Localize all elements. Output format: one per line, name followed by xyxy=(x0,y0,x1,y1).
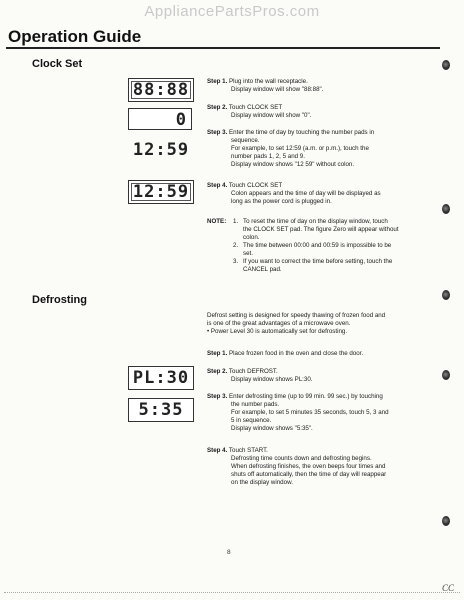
step-line: When defrosting finishes, the oven beeps four times and xyxy=(231,463,386,470)
step-line: Display window shows PL:30. xyxy=(231,376,313,383)
step-label: Step 3. xyxy=(207,129,228,136)
display-window-1259: 12:59 xyxy=(128,180,194,204)
display-window-535: 5:35 xyxy=(128,398,194,422)
step-label: Step 2. xyxy=(207,368,228,375)
intro-line: is one of the great advantages of a microwave oven. xyxy=(207,320,351,327)
title-divider xyxy=(6,47,440,49)
step-line: Enter defrosting time (up to 99 min. 99 sec.) by touching xyxy=(229,393,383,400)
step-label: Step 4. xyxy=(207,447,228,454)
step-line: Display window will show "88:88". xyxy=(231,86,324,93)
step-line: shuts off automatically, then the time of day will reappear xyxy=(231,471,387,478)
note-text xyxy=(243,258,392,274)
binder-hole-icon xyxy=(442,370,450,380)
section-heading-defrosting: Defrosting xyxy=(32,294,87,306)
binder-hole-icon xyxy=(442,516,450,526)
step-line: For example, to set 12:59 (a.m. or p.m.), touch the xyxy=(231,145,369,152)
step-line: For example, to set 5 minutes 35 seconds, touch 5, 3 and xyxy=(231,409,389,416)
step-line: Touch START. xyxy=(228,447,268,454)
intro-line: Defrost setting is designed for speedy thawing of frozen food and xyxy=(207,312,386,319)
clock-step-3 xyxy=(207,129,435,169)
step-line: Touch CLOCK SET xyxy=(228,182,283,189)
step-line: Enter the time of day by touching the number pads in xyxy=(229,129,375,136)
display-window-zero: 0 xyxy=(128,108,192,130)
step-line: Touch CLOCK SET xyxy=(228,104,283,111)
watermark: AppliancePartsPros.com xyxy=(144,3,320,20)
display-window-1259-no-colon: 12:59 xyxy=(132,140,190,160)
note-number: 3. xyxy=(233,258,239,265)
display-window-pl30: PL:30 xyxy=(128,366,194,390)
step-line: sequence. xyxy=(231,137,260,144)
clock-notes xyxy=(207,218,437,274)
step-line: number pads 1, 2, 5 and 9. xyxy=(231,153,305,160)
note-line: To reset the time of day on the display window, touch xyxy=(243,218,388,225)
note-text xyxy=(243,242,391,258)
bottom-dotted-edge xyxy=(4,592,460,593)
note-line: If you want to correct the time before setting, touch the xyxy=(243,258,393,265)
defrost-step-1 xyxy=(207,350,435,358)
step-label: Step 2. xyxy=(207,104,228,111)
binder-hole-icon xyxy=(442,60,450,70)
step-line: Defrosting time counts down and defrosting begins. xyxy=(231,455,372,462)
page-number: 8 xyxy=(227,549,231,556)
intro-line: • Power Level 30 is automatically set for defrosting. xyxy=(207,328,348,335)
step-line: Display window will show "0". xyxy=(231,112,312,119)
note-text xyxy=(243,218,399,242)
defrost-step-2 xyxy=(207,368,435,384)
note-line: CANCEL pad. xyxy=(243,266,282,273)
step-line: Display window shows "5:35". xyxy=(231,425,313,432)
binder-hole-icon xyxy=(442,204,450,214)
step-line: the number pads. xyxy=(231,401,280,408)
note-line: colon. xyxy=(243,234,260,241)
step-label: Step 1. xyxy=(207,350,228,357)
step-line: on the display window. xyxy=(231,479,293,486)
note-line: set. xyxy=(243,250,253,257)
step-line: Display window shows "12 59" without colon. xyxy=(231,161,355,168)
page-title: Operation Guide xyxy=(8,27,142,46)
note-number: 1. xyxy=(233,218,239,225)
display-window-88: 88:88 xyxy=(128,78,194,102)
defrost-step-3 xyxy=(207,393,435,433)
note-number: 2. xyxy=(233,242,239,249)
step-label: Step 1. xyxy=(207,78,228,85)
step-line: Plug into the wall receptacle. xyxy=(229,78,308,85)
step-line: 5 in sequence. xyxy=(231,417,272,424)
step-line: Place frozen food in the oven and close the door. xyxy=(229,350,364,357)
step-line: long as the power cord is plugged in. xyxy=(231,198,332,205)
corner-mark: CC xyxy=(442,583,455,593)
note-label: NOTE: xyxy=(207,218,227,225)
note-line: The time between 00:00 and 00:59 is impossible to be xyxy=(243,242,392,249)
step-label: Step 3. xyxy=(207,393,228,400)
note-line: the CLOCK SET pad. The figure Zero will appear without xyxy=(243,226,399,233)
clock-step-4 xyxy=(207,182,435,206)
clock-step-2 xyxy=(207,104,435,120)
step-label: Step 4. xyxy=(207,182,228,189)
defrost-step-4 xyxy=(207,447,435,487)
binder-hole-icon xyxy=(442,290,450,300)
section-heading-clock-set: Clock Set xyxy=(32,58,83,70)
step-line: Colon appears and the time of day will be displayed as xyxy=(231,190,381,197)
step-line: Touch DEFROST. xyxy=(228,368,278,375)
defrost-intro xyxy=(207,312,435,336)
clock-step-1 xyxy=(207,78,435,94)
